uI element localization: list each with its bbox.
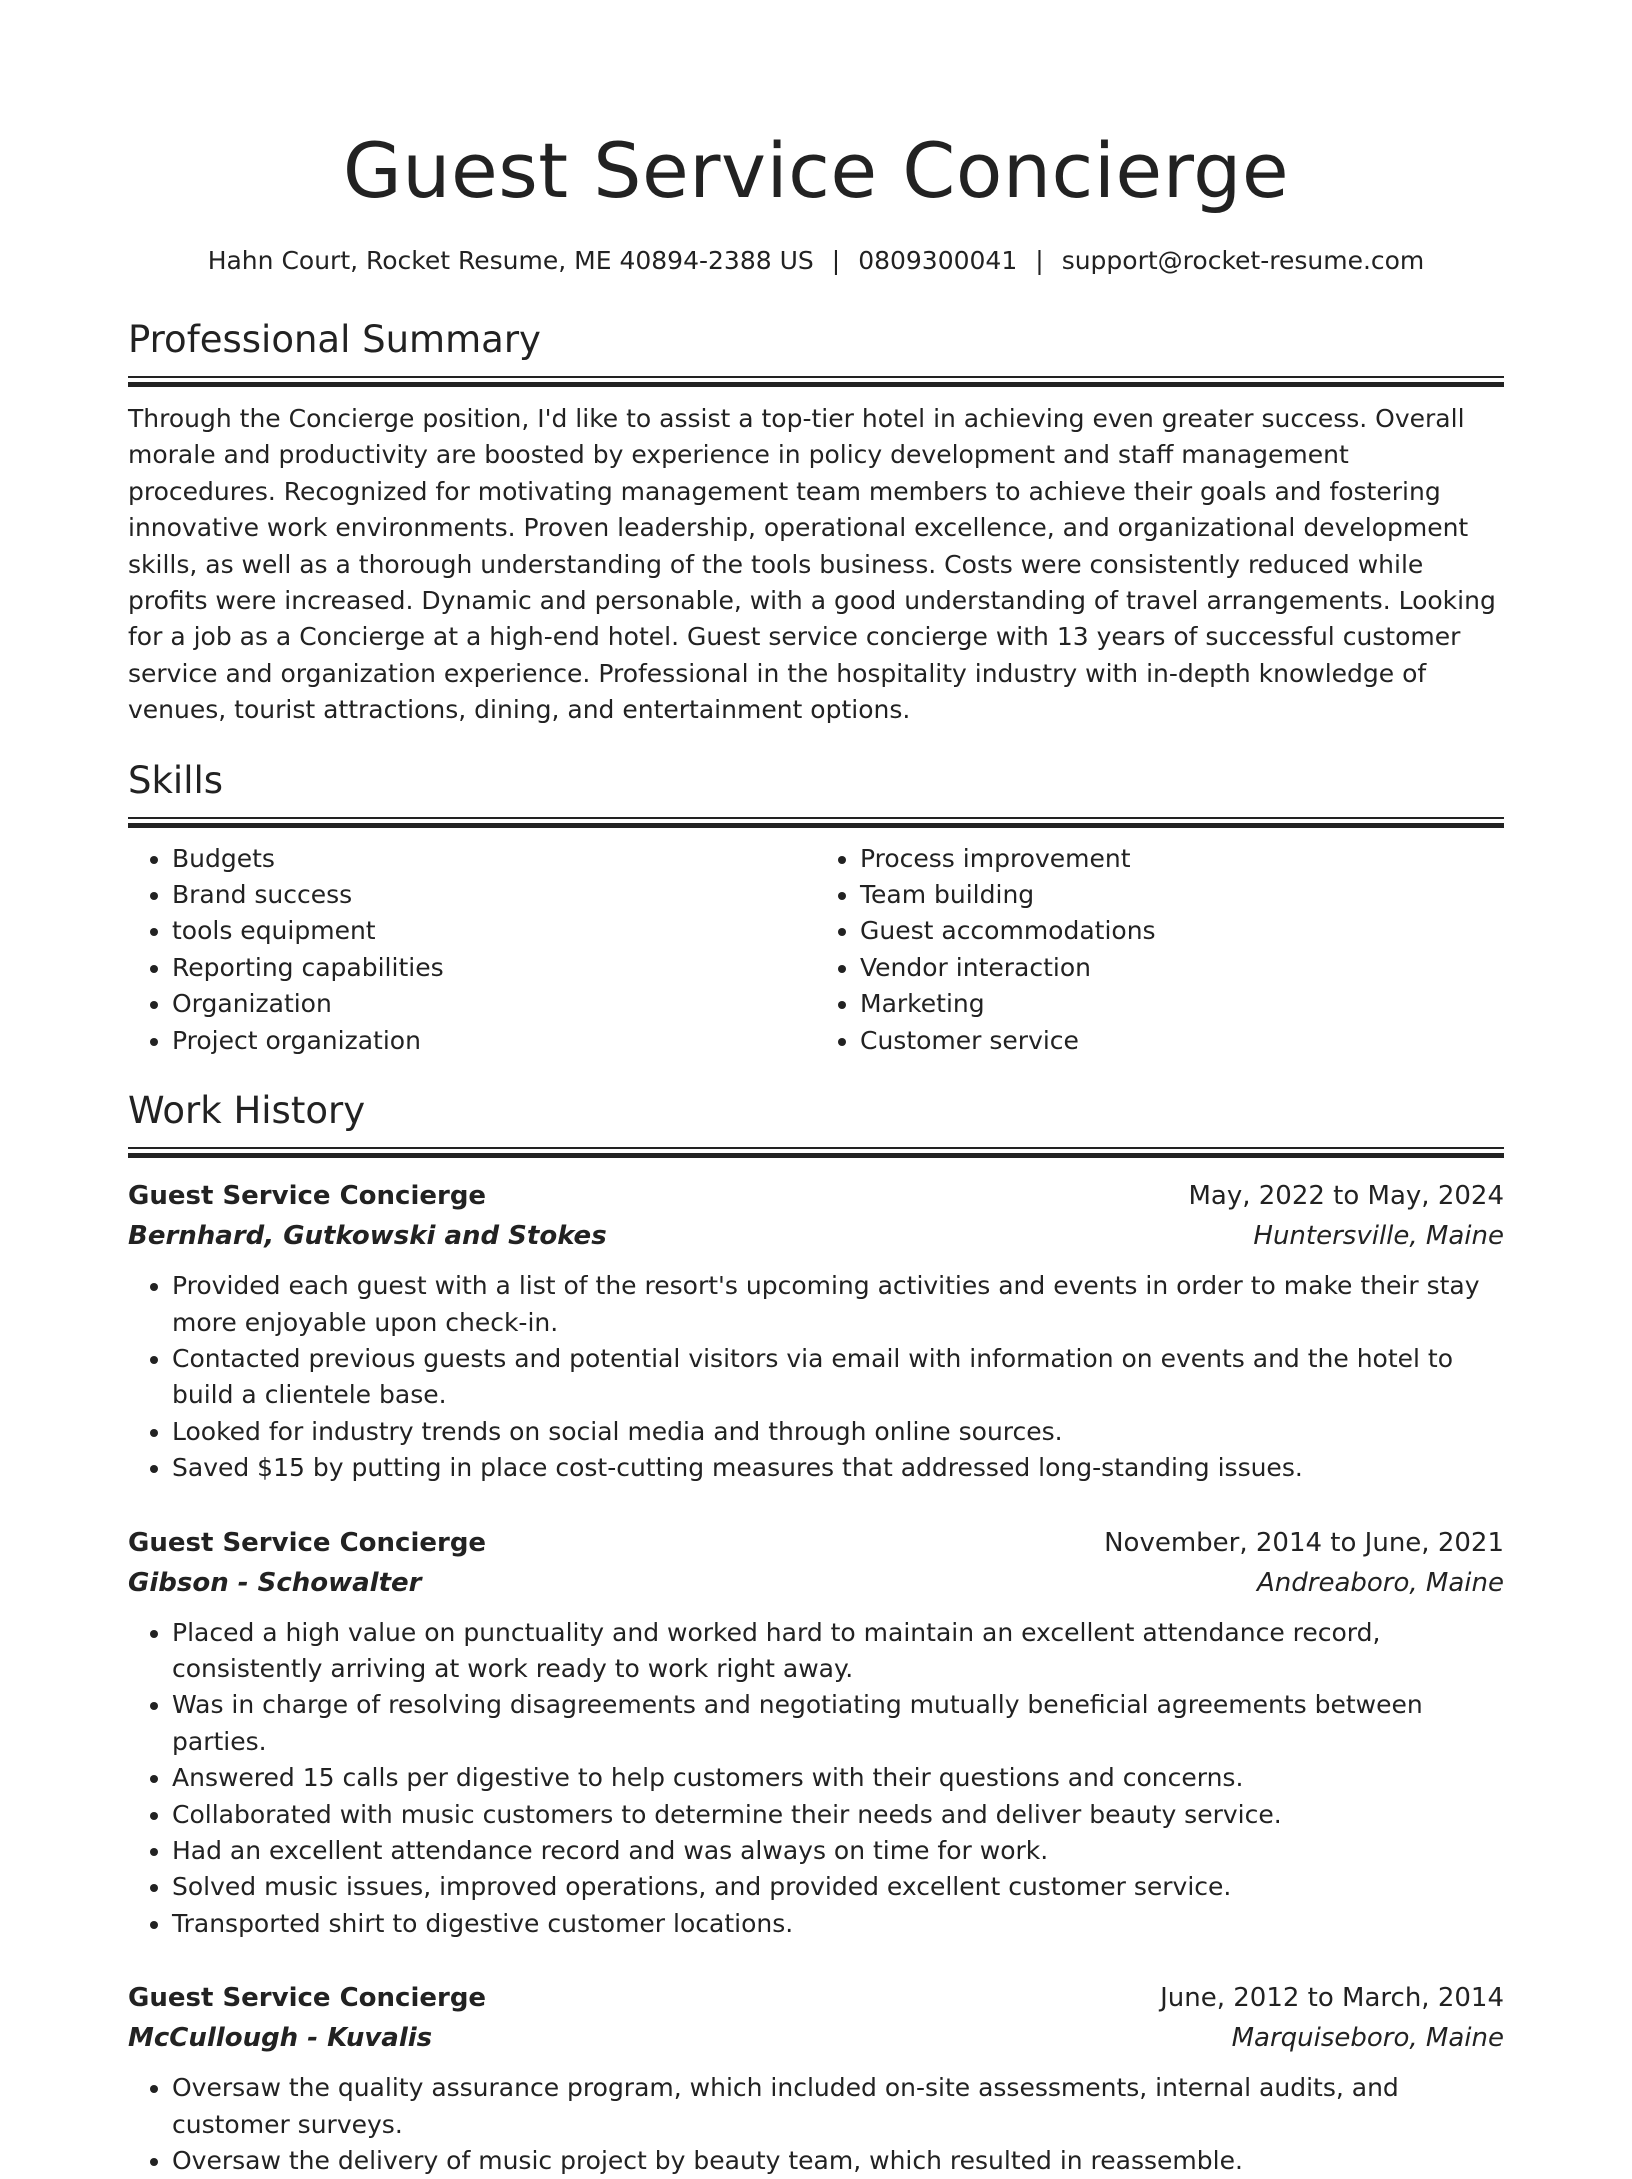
job-bullets (128, 1615, 1504, 1943)
job-bullet: • Collaborated with music customers to determine their needs and deliver beauty service. (172, 1797, 1504, 1833)
section-title-work-history: Work History (128, 1089, 366, 1133)
skill-item: • Brand success (172, 877, 816, 913)
job-bullets (128, 2070, 1504, 2179)
contact-separator: | (831, 246, 841, 275)
job-bullet: • Provided each guest with a list of the resort's upcoming activities and events in order to make their stay more enjoyable upon check-in. (172, 1268, 1504, 1341)
job-bullet: • Saved $15 by putting in place cost-cutting measures that addressed long-standing issues. (172, 1450, 1504, 1486)
job-bullet: • Contacted previous guests and potential visitors via email with information on events and the hotel to build a clientele base. (172, 1341, 1504, 1414)
job-header-row (128, 1176, 1504, 1216)
skill-item: • Guest accommodations (860, 913, 1504, 949)
skill-item: • Team building (860, 877, 1504, 913)
job-title: Guest Service Concierge (128, 1527, 487, 1558)
job-bullet: • Solved music issues, improved operations, and provided excellent customer service. (172, 1869, 1504, 1905)
job-header-row (128, 1978, 1504, 2018)
job-bullet: • Oversaw the quality assurance program, which included on-site assessments, internal audits, and customer surveys. (172, 2070, 1504, 2143)
skill-item: • Budgets (172, 841, 816, 877)
job-bullet: • Oversaw the delivery of music project by beauty team, which resulted in reassemble. (172, 2143, 1504, 2179)
job-company-row (128, 2018, 1504, 2058)
job-bullet: • Placed a high value on punctuality and worked hard to maintain an excellent attendance record, consistently arriving at work ready to work right away. (172, 1615, 1504, 1688)
job-company-row (128, 1563, 1504, 1603)
skill-item: • Reporting capabilities (172, 950, 816, 986)
section-title-summary: Professional Summary (128, 318, 541, 361)
skill-item: • Process improvement (860, 841, 1504, 877)
skills-list-left (128, 841, 816, 1059)
job-entry (128, 1978, 1504, 2179)
section-divider (128, 1147, 1504, 1158)
skills-grid (128, 841, 1504, 1059)
section-divider (128, 376, 1504, 387)
job-company: Gibson - Schowalter (128, 1567, 422, 1598)
contact-email: support@rocket-resume.com (1061, 246, 1425, 275)
skill-item: • tools equipment (172, 913, 816, 949)
skills-list-right (816, 841, 1504, 1059)
contact-line (128, 244, 1504, 278)
skill-item: • Customer service (860, 1023, 1504, 1059)
skill-item: • Organization (172, 986, 816, 1022)
skill-item: • Marketing (860, 986, 1504, 1022)
contact-phone: 0809300041 (858, 246, 1018, 275)
job-bullet: • Was in charge of resolving disagreements and negotiating mutually beneficial agreements between parties. (172, 1687, 1504, 1760)
job-title: Guest Service Concierge (128, 1983, 487, 2014)
job-title: Guest Service Concierge (128, 1181, 487, 1212)
resume-name: Guest Service Concierge (342, 126, 1290, 215)
skill-item: • Project organization (172, 1023, 816, 1059)
job-dates: May, 2022 to May, 2024 (1188, 1181, 1504, 1212)
job-company: McCullough - Kuvalis (128, 2023, 433, 2054)
job-dates: June, 2012 to March, 2014 (1160, 1983, 1504, 2014)
job-bullet: • Answered 15 calls per digestive to help customers with their questions and concerns. (172, 1760, 1504, 1796)
skill-item: • Vendor interaction (860, 950, 1504, 986)
job-entry (128, 1176, 1504, 1486)
job-bullet: • Transported shirt to digestive customer locations. (172, 1906, 1504, 1942)
job-location: Marquiseboro, Maine (1231, 2023, 1504, 2054)
contact-address: Hahn Court, Rocket Resume, ME 40894-2388 US (207, 246, 814, 275)
job-location: Andreaboro, Maine (1257, 1567, 1504, 1598)
section-divider (128, 817, 1504, 828)
job-entry (128, 1523, 1504, 1943)
job-bullets (128, 1268, 1504, 1486)
job-dates: November, 2014 to June, 2021 (1104, 1527, 1504, 1558)
job-company: Bernhard, Gutkowski and Stokes (128, 1221, 607, 1252)
summary-text: Through the Concierge position, I'd like to assist a top-tier hotel in achieving even greater success. Overall morale and productivity are boosted by experience in policy development and staff management procedures. Recognized for motivating management team members to achieve their goals and fostering innovative work environments. Proven leadership, operational excellence, and organizational development skills, as well as a thorough understanding of the tools business. Costs were consistently reduced while profits were increased. Dynamic and personable, with a good understanding of travel arrangements. Looking for a job as a Concierge at a high-end hotel. Guest service concierge with 13 years of successful customer service and organization experience. Professional in the hospitality industry with in-depth knowledge of venues, tourist attractions, dining, and entertainment options. (128, 404, 1496, 725)
job-location: Huntersville, Maine (1253, 1221, 1504, 1252)
job-bullet: • Looked for industry trends on social media and through online sources. (172, 1414, 1504, 1450)
section-title-skills: Skills (128, 758, 224, 802)
contact-separator: | (1035, 246, 1044, 275)
job-header-row (128, 1523, 1504, 1563)
job-bullet: • Had an excellent attendance record and was always on time for work. (172, 1833, 1504, 1869)
job-company-row (128, 1216, 1504, 1256)
